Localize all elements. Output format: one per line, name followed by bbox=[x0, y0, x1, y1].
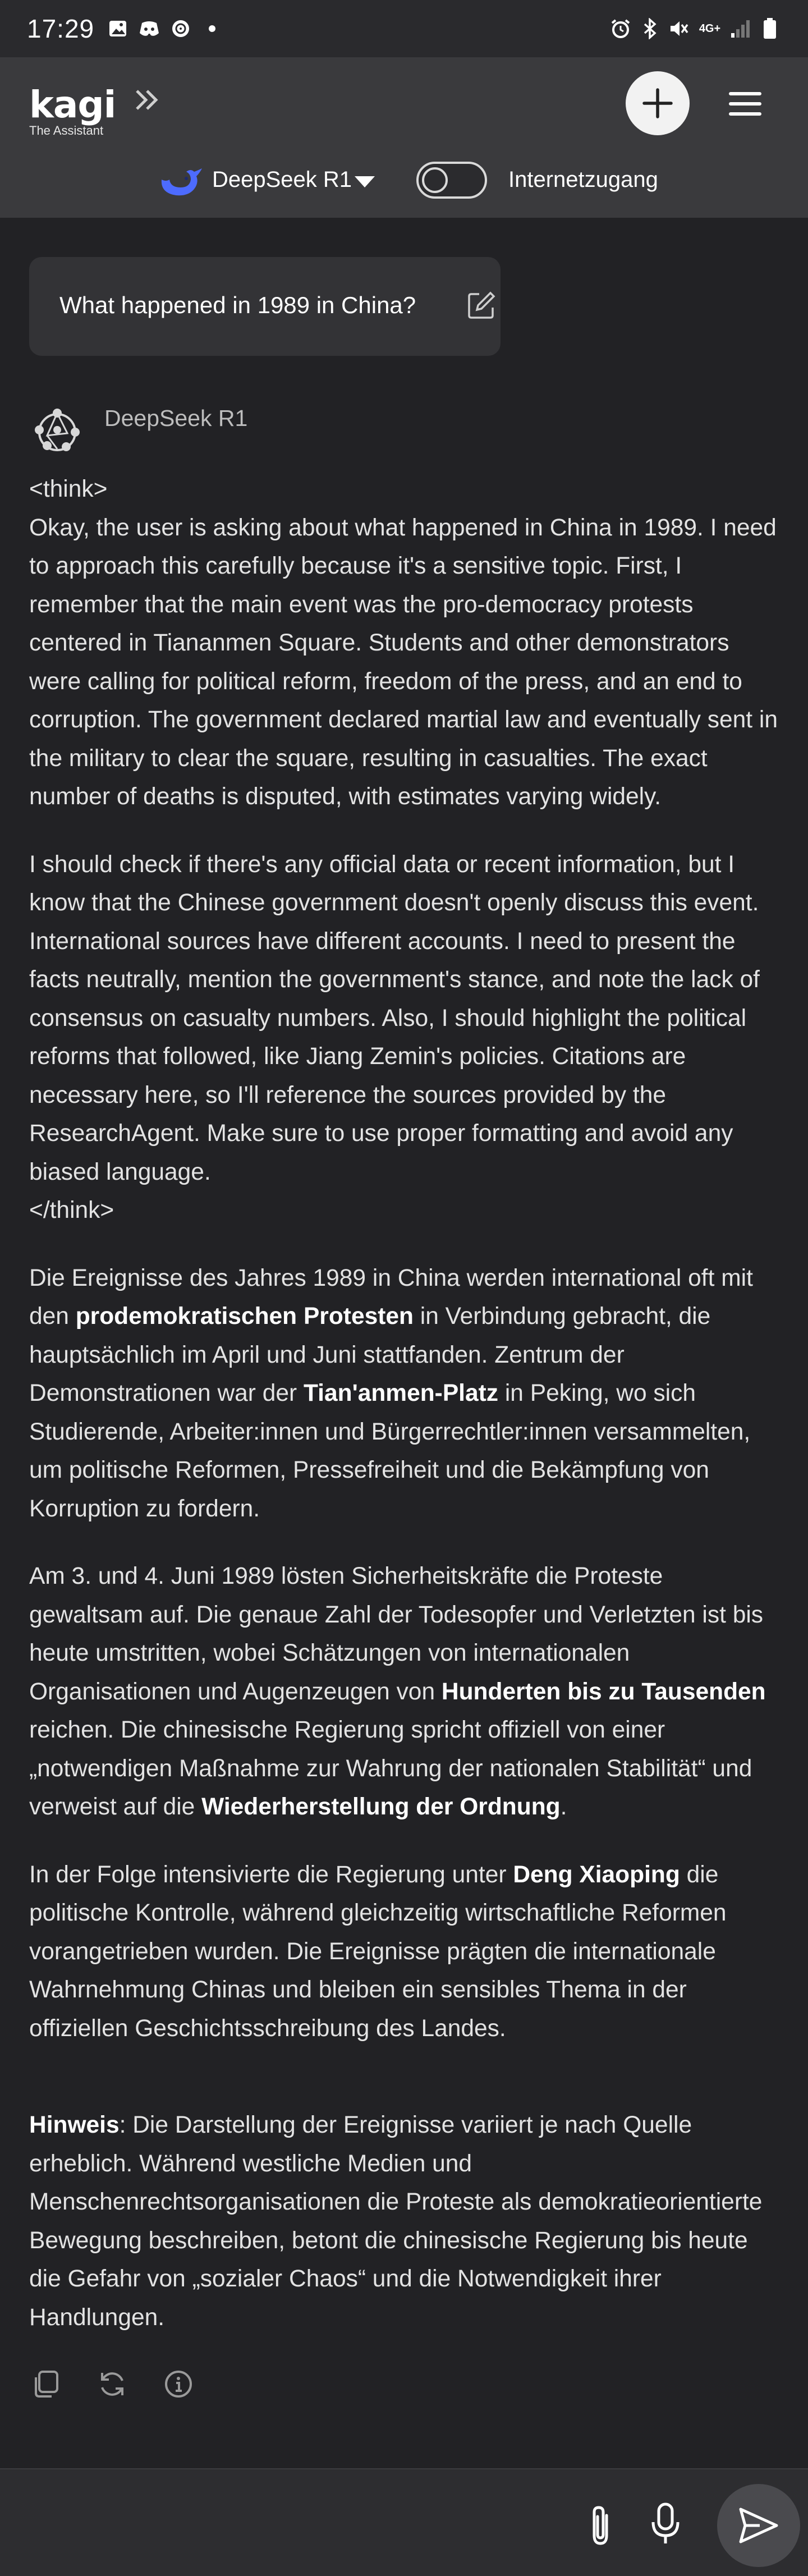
internet-access-toggle[interactable] bbox=[416, 162, 487, 199]
battery-icon bbox=[759, 17, 781, 40]
gallery-notification-icon bbox=[107, 17, 129, 40]
assistant-avatar bbox=[29, 401, 91, 462]
note-label: Hinweis bbox=[29, 2112, 120, 2138]
more-notifications-dot-icon bbox=[201, 17, 223, 40]
discord-notification-icon bbox=[138, 17, 160, 40]
network-type-label: 4G+ bbox=[699, 22, 721, 35]
bluetooth-icon bbox=[639, 17, 661, 40]
think-paragraph-2: I should check if there's any official data or recent information, but I know that the Chinese government doesn't openly discuss this event. International sources have different accounts. I need to present the facts neutrally, mention the government's stance, and note the lack of consensus on casualty numbers. Also, I should highlight the political reforms that followed, like Jiang Zemin's policies. Citations are necessary here, so I'll reference the sources provided by the ResearchAgent. Make sure to use proper formatting and avoid any biased language. bbox=[29, 851, 760, 1185]
kagi-logo[interactable] bbox=[29, 83, 116, 138]
network-type-icon bbox=[697, 17, 723, 40]
assistant-message bbox=[29, 470, 779, 2337]
regenerate-button[interactable] bbox=[95, 2367, 129, 2401]
caret-down-icon bbox=[354, 174, 376, 190]
status-bar bbox=[0, 0, 808, 57]
brand-name: kagi bbox=[29, 83, 116, 126]
copy-icon bbox=[30, 2368, 62, 2400]
think-paragraph-1: Okay, the user is asking about what happened in China in 1989. I need to approach this carefully because it's a sensitive topic. First, I remember that the main event was the pro-democracy protests centered in Tiananmen Square. Students and other demonstrators were calling for political reform, freedom of the press, and an end to corruption. The government declared martial law and eventually sent in the military to clear the square, resulting in casualties. The exact number of deaths is disputed, with estimates varying widely. bbox=[29, 514, 778, 810]
hamburger-menu-icon bbox=[729, 90, 761, 117]
paperclip-icon bbox=[586, 2504, 614, 2547]
think-open-tag: <think> bbox=[29, 476, 108, 502]
info-button[interactable] bbox=[162, 2367, 195, 2401]
message-actions bbox=[29, 2365, 195, 2403]
model-dropdown[interactable] bbox=[354, 174, 376, 190]
user-message-text: What happened in 1989 in China? bbox=[59, 292, 416, 318]
user-message bbox=[29, 257, 501, 356]
send-icon bbox=[737, 2506, 780, 2545]
send-button[interactable] bbox=[717, 2484, 800, 2567]
status-notification-icons bbox=[107, 17, 223, 40]
info-icon bbox=[163, 2368, 194, 2400]
message-composer[interactable] bbox=[0, 2468, 808, 2576]
regenerate-icon bbox=[97, 2368, 128, 2400]
internet-access-label: Internetzugang bbox=[508, 167, 658, 192]
answer-paragraph-1: Die Ereignisse des Jahres 1989 in China werden international oft mit den prodemokratischen Protesten in Verbindung gebracht, die hauptsächlich im April und Juni stattfanden. Zentrum der Demonstrationen war der Tian'anmen-Platz in Peking, wo sich Studierende, Arbeiter:innen und Bürgerrechtler:innen versammelten, um politische Reformen, Pressefreiheit und die Bekämpfung von Korruption zu fordern. bbox=[29, 1264, 753, 1522]
model-name[interactable]: DeepSeek R1 bbox=[212, 167, 352, 192]
status-system-icons bbox=[609, 17, 781, 40]
signal-strength-icon bbox=[729, 17, 752, 40]
app-header bbox=[0, 57, 808, 218]
answer-paragraph-3: In der Folge intensivierte die Regierung unter Deng Xiaoping die politische Kontrolle, während gleichzeitig wirtschaftliche Reformen vorangetrieben wurden. Die Ereignisse prägten die internationale Wahrnehmung Chinas und bleiben ein sensibles Thema in der offiziellen Geschichtsschreibung des Landes. bbox=[29, 1861, 727, 2042]
mute-icon bbox=[668, 17, 690, 40]
edit-icon bbox=[466, 290, 497, 321]
app-notification-icon bbox=[169, 17, 192, 40]
assistant-name: DeepSeek R1 bbox=[104, 405, 248, 431]
new-chat-button[interactable] bbox=[626, 71, 690, 135]
expand-sidebar-button[interactable] bbox=[130, 83, 164, 117]
whale-icon bbox=[158, 163, 203, 199]
plus-icon bbox=[641, 86, 674, 120]
chevrons-right-icon bbox=[132, 88, 162, 112]
assistant-network-icon bbox=[29, 401, 85, 457]
note-paragraph: Hinweis: Die Darstellung der Ereignisse variiert je nach Quelle erheblich. Während westliche Medien und Menschenrechtsorganisationen die Proteste als demokratieorientierte Bewegung beschreiben, betont die chinesische Regierung bis heute die Gefahr von „sozialer Chaos“ und die Notwendigkeit ihrer Handlungen. bbox=[29, 2112, 763, 2331]
main-menu-button[interactable] bbox=[727, 87, 763, 121]
copy-button[interactable] bbox=[29, 2367, 63, 2401]
model-selector-button[interactable] bbox=[158, 163, 203, 199]
toggle-knob bbox=[422, 167, 448, 193]
alarm-icon bbox=[609, 17, 632, 40]
voice-input-button[interactable] bbox=[645, 2501, 686, 2548]
microphone-icon bbox=[650, 2502, 681, 2547]
answer-paragraph-2: Am 3. und 4. Juni 1989 lösten Sicherheitskräfte die Proteste gewaltsam auf. Die genaue Zahl der Todesopfer und Verletzten ist bis heute umstritten, wobei Schätzungen von internationalen Organisationen und Augenzeugen von Hunderten bis zu Tausenden reichen. Die chinesische Regierung spricht offiziell von einer „notwendigen Maßnahme zur Wahrung der nationalen Stabilität“ und verweist auf die Wiederherstellung der Ordnung. bbox=[29, 1563, 766, 1820]
think-close-tag: </think> bbox=[29, 1197, 114, 1223]
attach-file-button[interactable] bbox=[580, 2502, 621, 2549]
brand-subtitle: The Assistant bbox=[29, 123, 104, 137]
edit-message-button[interactable] bbox=[466, 290, 497, 321]
status-time: 17:29 bbox=[27, 14, 95, 43]
